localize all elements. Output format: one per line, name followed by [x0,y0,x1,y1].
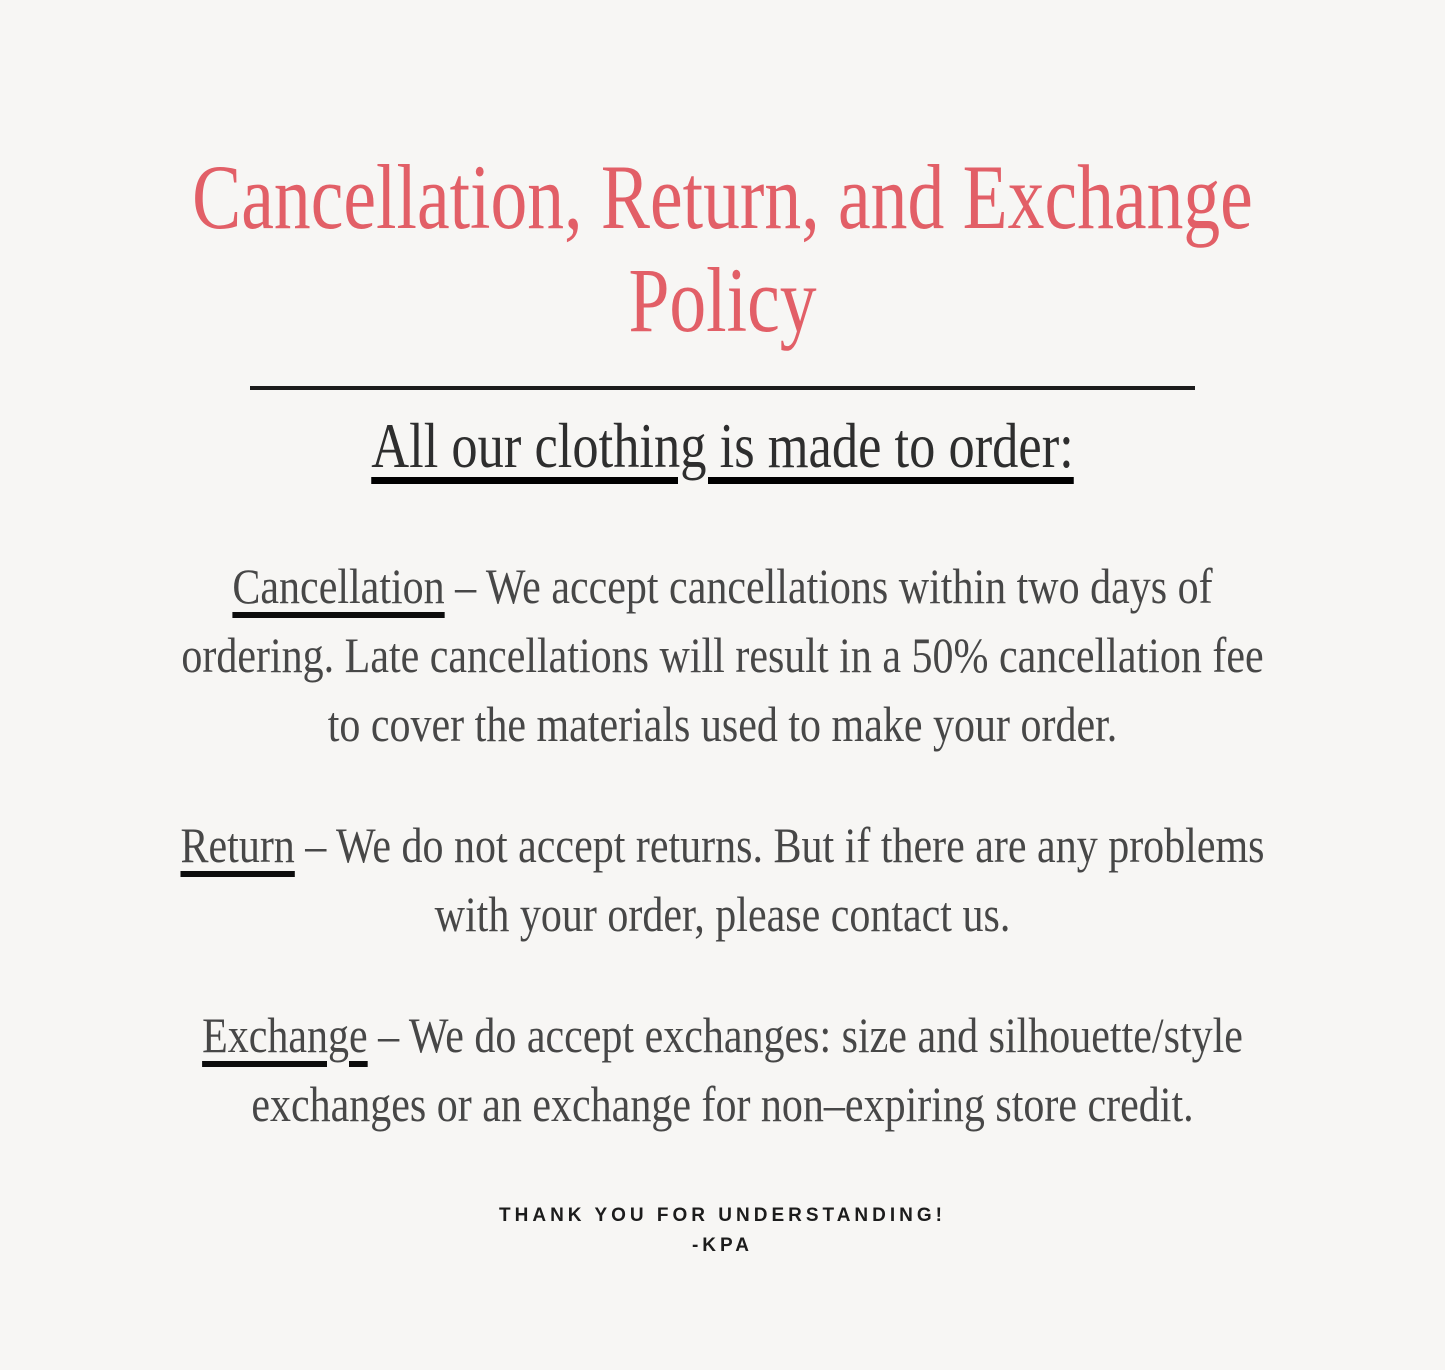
policy-cancellation-line3: to cover the materials used to make your order. [327,696,1118,753]
page-title [145,146,1301,352]
page-title-line1: Cancellation, Return, and Exchange [192,146,1253,248]
policy-exchange-line2: exchanges or an exchange for non–expiring store credit. [251,1076,1194,1133]
policy-return [116,811,1330,949]
footer [0,1201,1445,1262]
policy-exchange [116,1001,1330,1139]
policy-cancellation-term: Cancellation [232,558,445,615]
policy-cancellation-line2: ordering. Late cancellations will result in a 50% cancellation fee [181,627,1264,684]
policy-cancellation-line1-rest: – We accept cancellations within two days of [455,558,1213,615]
policy-exchange-line1 [116,1001,1330,1070]
footer-signature: -KPA [691,1235,754,1257]
title-divider [250,386,1195,390]
policy-list [0,552,1445,1139]
policy-return-term: Return [180,817,295,874]
footer-thank-you: THANK YOU FOR UNDERSTANDING! [499,1205,946,1227]
policy-exchange-term: Exchange [202,1007,368,1064]
policy-cancellation-line1 [116,552,1330,621]
subtitle-made-to-order: All our clothing is made to order: [371,410,1074,482]
page-title-line2: Policy [628,249,817,352]
policy-cancellation [116,552,1330,759]
policy-exchange-line1-rest: – We do accept exchanges: size and silhouette/style [378,1007,1243,1064]
policy-return-line2: with your order, please contact us. [434,886,1011,943]
policy-return-line1-rest: – We do not accept returns. But if there are any problems [305,817,1265,874]
policy-return-line1 [116,811,1330,880]
